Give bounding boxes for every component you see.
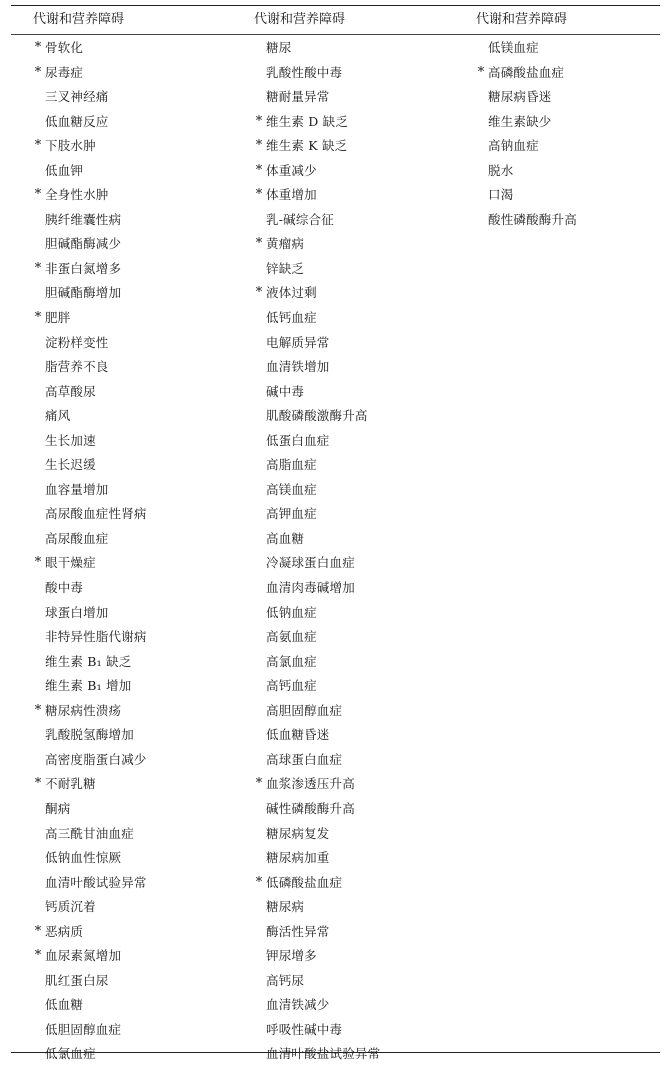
term-text: 电解质异常 <box>266 334 330 350</box>
term-text: 低钠血性惊厥 <box>45 850 122 866</box>
term-text: 维生素 B₁ 增加 <box>45 678 132 694</box>
asterisk-marker: * <box>34 64 42 80</box>
term-text: 血清铁减少 <box>266 997 330 1013</box>
term-text: 低氯血症 <box>45 1046 96 1062</box>
table-top-rule <box>11 5 660 6</box>
term-text: 生长迟缓 <box>45 457 96 473</box>
term-text: 高磷酸盐血症 <box>488 64 565 80</box>
term-text: 糖尿病复发 <box>266 825 330 841</box>
term-text: 高血糖 <box>266 530 305 546</box>
term-text: 生长加速 <box>45 432 96 448</box>
term-text: 糖耐量异常 <box>266 89 330 105</box>
term-text: 高镁血症 <box>266 481 317 497</box>
term-text: 血清铁增加 <box>266 359 330 375</box>
term-text: 高尿酸血症 <box>45 530 109 546</box>
term-text: 低磷酸盐血症 <box>266 874 343 890</box>
term-text: 低钙血症 <box>266 310 317 326</box>
adverse-reaction-table <box>11 5 660 1062</box>
term-text: 非蛋白氮增多 <box>45 260 122 276</box>
term-text: 淀粉样变性 <box>45 334 109 350</box>
term-text: 血浆渗透压升高 <box>266 776 355 792</box>
term-text: 维生素 D 缺乏 <box>266 113 349 129</box>
term-text: 维生素 B₁ 缺乏 <box>45 653 132 669</box>
term-text: 冷凝球蛋白血症 <box>266 555 355 571</box>
term-text: 钙质沉着 <box>45 899 96 915</box>
term-text: 血尿素氮增加 <box>45 948 122 964</box>
asterisk-marker: * <box>255 236 263 252</box>
term-text: 碱中毒 <box>266 383 305 399</box>
term-text: 低镁血症 <box>488 40 539 55</box>
asterisk-marker: * <box>255 138 263 154</box>
asterisk-marker: * <box>255 162 263 178</box>
asterisk-marker: * <box>34 923 42 939</box>
term-text: 高氯血症 <box>266 653 317 669</box>
term-text: 高密度脂蛋白减少 <box>45 751 147 767</box>
term-text: 全身性水肿 <box>45 187 109 203</box>
column-header-1: 代谢和营养障碍 <box>33 12 125 27</box>
term-text: 液体过剩 <box>266 285 317 301</box>
term-text: 低胆固醇血症 <box>45 1021 122 1037</box>
term-text: 下肢水肿 <box>45 138 96 154</box>
term-text: 钾尿增多 <box>266 948 317 964</box>
term-text: 高钠血症 <box>488 138 539 154</box>
term-text: 酸性磷酸酶升高 <box>488 211 577 227</box>
term-text: 体重增加 <box>266 187 317 203</box>
term-text: 酮病 <box>45 800 71 816</box>
term-text: 黄瘤病 <box>266 236 305 252</box>
asterisk-marker: * <box>255 776 263 792</box>
asterisk-marker: * <box>255 874 263 890</box>
term-text: 酸中毒 <box>45 580 84 596</box>
asterisk-marker: * <box>34 948 42 964</box>
term-text: 低血钾 <box>45 162 84 178</box>
asterisk-marker: * <box>34 555 42 571</box>
term-text: 不耐乳糖 <box>45 776 96 792</box>
term-text: 肥胖 <box>45 310 71 326</box>
term-text: 高钾血症 <box>266 506 317 522</box>
term-text: 血容量增加 <box>45 481 109 497</box>
asterisk-marker: * <box>255 285 263 301</box>
term-text: 碱性磷酸酶升高 <box>266 800 355 816</box>
term-text: 脱水 <box>488 162 514 178</box>
term-text: 肌酸磷酸激酶升高 <box>266 408 368 424</box>
term-text: 维生素缺少 <box>488 113 552 129</box>
term-text: 糖尿病性溃疡 <box>45 702 122 718</box>
asterisk-marker: * <box>34 138 42 154</box>
term-text: 呼吸性碱中毒 <box>266 1021 343 1037</box>
term-text: 血清叶酸盐试验异常 <box>266 1046 381 1062</box>
asterisk-marker: * <box>34 310 42 326</box>
term-text: 高三酰甘油血症 <box>45 825 134 841</box>
term-text: 骨软化 <box>45 40 84 55</box>
term-text: 恶病质 <box>45 923 84 939</box>
term-text: 体重减少 <box>266 162 317 178</box>
term-text: 高胆固醇血症 <box>266 702 343 718</box>
term-text: 血清肉毒碱增加 <box>266 580 355 596</box>
column-header-3: 代谢和营养障碍 <box>476 12 568 27</box>
term-text: 乳酸脱氢酶增加 <box>45 727 134 743</box>
term-text: 糖尿 <box>266 40 292 55</box>
term-text: 三叉神经痛 <box>45 89 109 105</box>
asterisk-marker: * <box>34 187 42 203</box>
term-text: 低血糖昏迷 <box>266 727 330 743</box>
term-text: 低血糖 <box>45 997 84 1013</box>
term-text: 胆碱酯酶减少 <box>45 236 122 252</box>
term-text: 低蛋白血症 <box>266 432 330 448</box>
term-text: 非特异性脂代谢病 <box>45 629 147 645</box>
term-text: 低钠血症 <box>266 604 317 620</box>
term-text: 维生素 K 缺乏 <box>266 138 348 154</box>
term-text: 胆碱酯酶增加 <box>45 285 122 301</box>
term-text: 高草酸尿 <box>45 383 96 399</box>
term-text: 尿毒症 <box>45 64 84 80</box>
term-text: 糖尿病 <box>266 899 305 915</box>
term-text: 血清叶酸试验异常 <box>45 874 147 890</box>
asterisk-marker: * <box>34 702 42 718</box>
header-divider <box>11 34 660 35</box>
term-text: 酶活性异常 <box>266 923 330 939</box>
term-text: 高氨血症 <box>266 629 317 645</box>
term-text: 肌红蛋白尿 <box>45 972 109 988</box>
asterisk-marker: * <box>34 260 42 276</box>
term-text: 球蛋白增加 <box>45 604 109 620</box>
term-text: 高脂血症 <box>266 457 317 473</box>
term-text: 锌缺乏 <box>266 260 305 276</box>
term-text: 乳酸性酸中毒 <box>266 64 343 80</box>
term-text: 脂营养不良 <box>45 359 109 375</box>
term-text: 胰纤维囊性病 <box>45 211 122 227</box>
term-text: 高尿酸血症性肾病 <box>45 506 147 522</box>
term-text: 低血糖反应 <box>45 113 109 129</box>
term-text: 痛风 <box>45 408 71 424</box>
term-text: 糖尿病昏迷 <box>488 89 552 105</box>
asterisk-marker: * <box>255 187 263 203</box>
asterisk-marker: * <box>34 40 42 55</box>
term-text: 口渴 <box>488 187 514 203</box>
table-bottom-rule <box>11 1052 660 1053</box>
asterisk-marker: * <box>255 113 263 129</box>
term-text: 乳-碱综合征 <box>266 211 334 227</box>
term-text: 高钙尿 <box>266 972 305 988</box>
term-text: 高钙血症 <box>266 678 317 694</box>
term-text: 眼干燥症 <box>45 555 96 571</box>
term-text: 高球蛋白血症 <box>266 751 343 767</box>
asterisk-marker: * <box>34 776 42 792</box>
asterisk-marker: * <box>477 64 485 80</box>
column-header-2: 代谢和营养障碍 <box>254 12 346 27</box>
term-text: 糖尿病加重 <box>266 850 330 866</box>
